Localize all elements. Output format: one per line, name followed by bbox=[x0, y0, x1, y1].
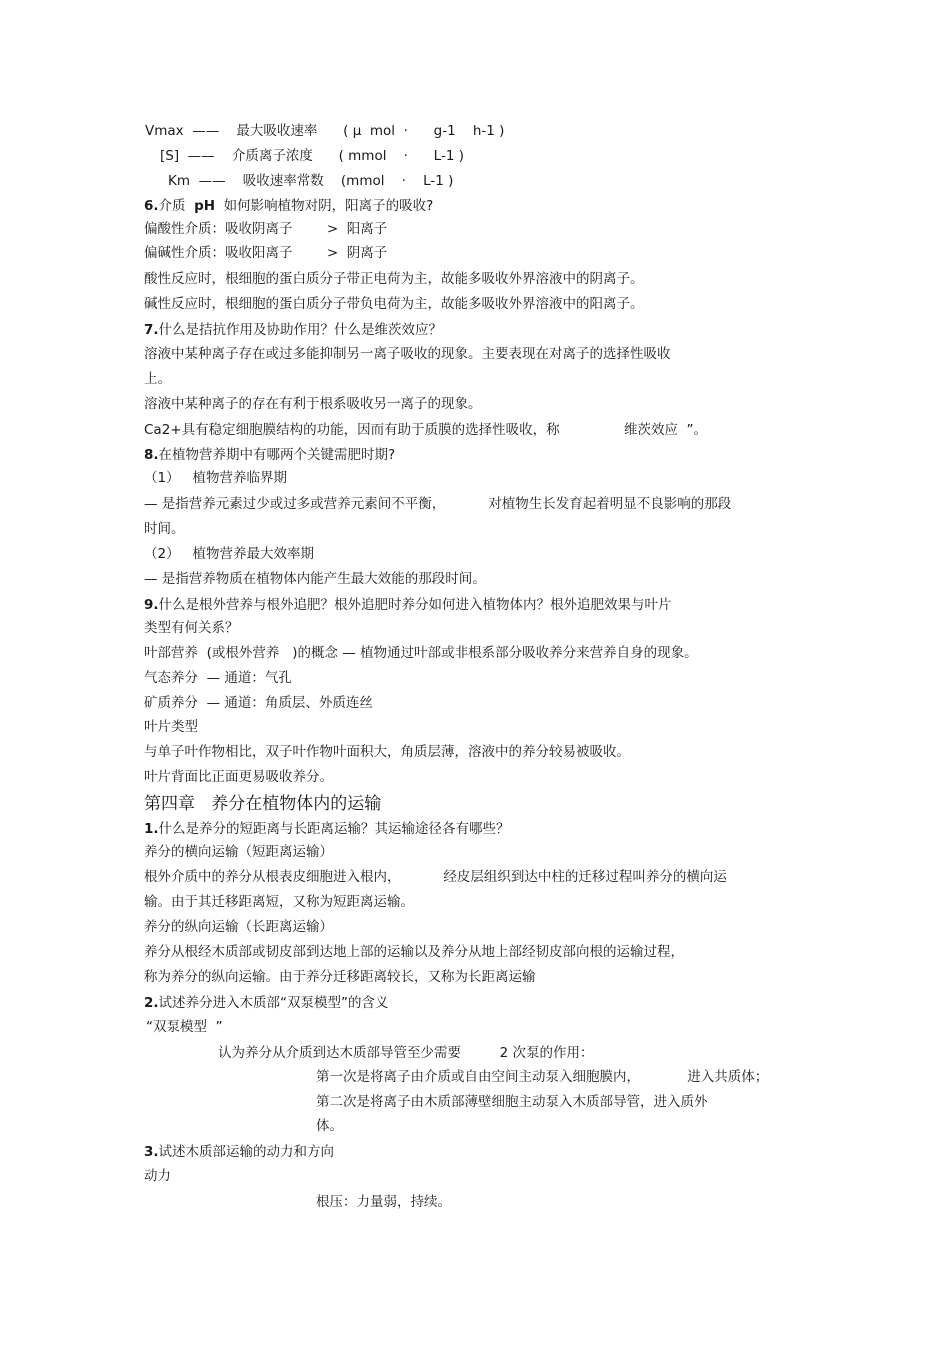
heading-text: 什么是拮抗作用及协助作用？什么是维茨效应？ bbox=[158, 322, 443, 338]
question-heading bbox=[144, 197, 433, 215]
question-number: 6. bbox=[144, 198, 159, 214]
text-line: （2） 植物营养最大效率期 bbox=[144, 546, 314, 562]
text-line: 动力 bbox=[144, 1168, 171, 1184]
text-line: 碱性反应时，根细胞的蛋白质分子带负电荷为主，故能多吸收外界溶液中的阳离子。 bbox=[144, 296, 644, 312]
question-number: 1. bbox=[144, 821, 159, 837]
question-heading bbox=[144, 994, 389, 1012]
text-line: Vmax —— 最大吸收速率 ( μ mol · g-1 h-1 ) bbox=[145, 123, 505, 139]
question-heading bbox=[144, 321, 442, 339]
text-line: 酸性反应时，根细胞的蛋白质分子带正电荷为主，故能多吸收外界溶液中的阴离子。 bbox=[144, 271, 644, 287]
heading-text: 什么是养分的短距离与长距离运输？其运输途径各有哪些？ bbox=[158, 821, 510, 837]
heading-text: 介质 bbox=[158, 198, 195, 214]
heading-text: 如何影响植物对阴，阳离子的吸收? bbox=[215, 198, 434, 214]
question-heading bbox=[144, 820, 510, 838]
text-line: 认为养分从介质到达木质部导管至少需要 2 次泵的作用： bbox=[218, 1045, 594, 1061]
heading-text: 试述养分进入木质部“双泵模型”的含义 bbox=[158, 995, 389, 1011]
text-line: （1） 植物营养临界期 bbox=[144, 470, 287, 486]
text-line: [S] —— 介质离子浓度 ( mmol · L-1 ) bbox=[160, 148, 464, 164]
text-line: 输。由于其迁移距离短，又称为短距离运输。 bbox=[144, 894, 414, 910]
text-line: 叶片类型 bbox=[144, 719, 198, 735]
text-line: 根外介质中的养分从根表皮细胞进入根内， 经皮层组织到达中柱的迁移过程叫养分的横向运 bbox=[144, 869, 727, 885]
heading-text: 什么是根外营养与根外追肥？根外追肥时养分如何进入植物体内？根外追肥效果与叶片 bbox=[158, 597, 672, 613]
text-line: 偏碱性介质：吸收阳离子 > 阴离子 bbox=[144, 245, 388, 261]
question-heading bbox=[144, 1143, 334, 1161]
text-line: — 是指营养元素过少或过多或营养元素间不平衡， 对植物生长发育起着明显不良影响的那段 bbox=[144, 496, 732, 512]
chapter-heading: 第四章 养分在植物体内的运输 bbox=[144, 794, 382, 814]
question-number: 2. bbox=[144, 995, 159, 1011]
text-line: Km —— 吸收速率常数 (mmol · L-1 ) bbox=[168, 173, 454, 189]
text-line: 养分的纵向运输（长距离运输） bbox=[144, 919, 333, 935]
text-line: 类型有何关系？ bbox=[144, 620, 239, 636]
question-heading bbox=[144, 596, 672, 614]
text-line: Ca2+具有稳定细胞膜结构的功能，因而有助于质膜的选择性吸收，称 维茨效应 ”。 bbox=[144, 422, 708, 438]
text-line: 体。 bbox=[316, 1118, 343, 1134]
heading-text: 试述木质部运输的动力和方向 bbox=[158, 1144, 335, 1160]
text-line: 第一次是将离子由介质或自由空间主动泵入细胞膜内， 进入共质体； bbox=[316, 1069, 769, 1085]
text-line: 上。 bbox=[144, 371, 171, 387]
text-line: 第二次是将离子由木质部薄壁细胞主动泵入木质部导管，进入质外 bbox=[316, 1094, 708, 1110]
text-line: 养分的横向运输（短距离运输） bbox=[144, 844, 333, 860]
text-line: — 是指营养物质在植物体内能产生最大效能的那段时间。 bbox=[144, 571, 486, 587]
text-line: “双泵模型 ” bbox=[146, 1019, 223, 1035]
text-line: 时间。 bbox=[144, 521, 185, 537]
text-line: 养分从根经木质部或韧皮部到达地上部的运输以及养分从地上部经韧皮部向根的运输过程， bbox=[144, 944, 684, 960]
question-number: 3. bbox=[144, 1144, 159, 1160]
text-line: 根压：力量弱，持续。 bbox=[316, 1194, 451, 1210]
text-line: 溶液中某种离子的存在有利于根系吸收另一离子的现象。 bbox=[144, 396, 482, 412]
question-heading bbox=[144, 446, 395, 464]
question-number: 9. bbox=[144, 597, 159, 613]
question-number: 7. bbox=[144, 322, 159, 338]
text-line: 与单子叶作物相比，双子叶作物叶面积大，角质层薄，溶液中的养分较易被吸收。 bbox=[144, 744, 630, 760]
text-line: 叶片背面比正面更易吸收养分。 bbox=[144, 769, 333, 785]
heading-text: 在植物营养期中有哪两个关键需肥时期? bbox=[158, 447, 396, 463]
question-number: 8. bbox=[144, 447, 159, 463]
text-line: 叶部营养 (或根外营养 )的概念 — 植物通过叶部或非根系部分吸收养分来营养自身的现象。 bbox=[144, 645, 698, 661]
text-line: 偏酸性介质：吸收阴离子 > 阳离子 bbox=[144, 221, 388, 237]
text-line: 称为养分的纵向运输。由于养分迁移距离较长，又称为长距离运输 bbox=[144, 969, 536, 985]
text-line: 溶液中某种离子存在或过多能抑制另一离子吸收的现象。主要表现在对离子的选择性吸收 bbox=[144, 346, 671, 362]
text-line: 气态养分 — 通道：气孔 bbox=[144, 670, 292, 686]
heading-bold: pH bbox=[194, 198, 216, 214]
text-line: 矿质养分 — 通道：角质层、外质连丝 bbox=[144, 695, 373, 711]
